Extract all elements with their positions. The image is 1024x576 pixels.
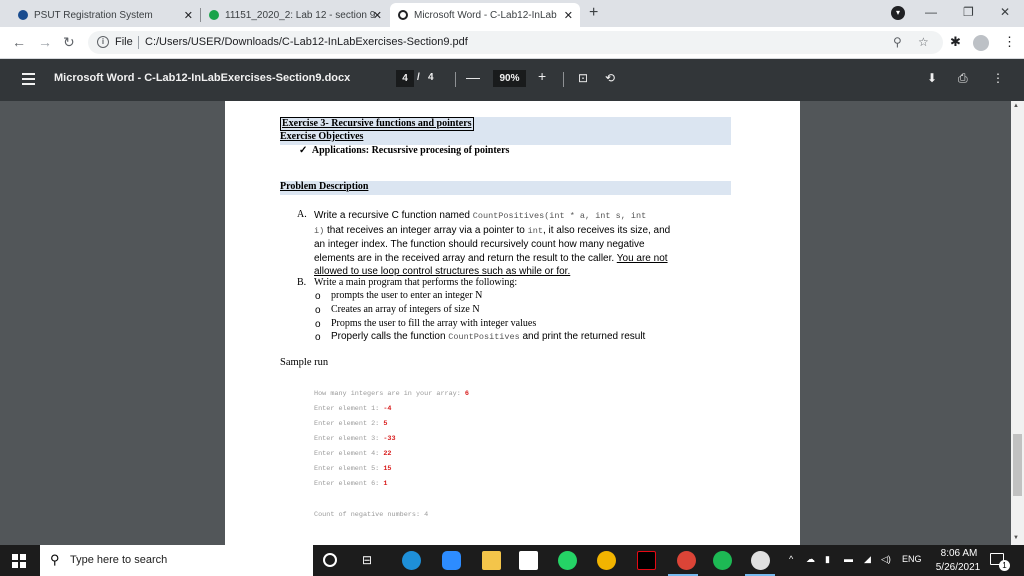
new-tab-button[interactable]: +: [589, 4, 599, 21]
fit-to-page-icon[interactable]: ⊡: [578, 71, 589, 85]
console-value: 1: [383, 480, 388, 488]
search-icon: ⚲: [50, 552, 60, 567]
console-value: 15: [383, 465, 392, 473]
item-b-text: Write a main program that performs the following:: [314, 277, 518, 288]
list-item: Propms the user to fill the array with integer values: [331, 318, 537, 329]
list-item: Creates an array of integers of size N: [331, 304, 480, 315]
tab-label: 11151_2020_2: Lab 12 - section 9: [225, 9, 376, 21]
list-item-text: and print the returned result: [519, 331, 646, 342]
toolbar-divider: [563, 72, 564, 87]
clock-time[interactable]: 8:06 AM: [940, 548, 978, 559]
item-a-text: Write a recursive C function named: [314, 210, 473, 221]
console-line: [314, 390, 469, 398]
console-line: [314, 435, 396, 443]
chrome-profile-icon[interactable]: [677, 551, 696, 570]
close-window-button[interactable]: ✕: [1000, 5, 1011, 19]
item-a-label: A.: [297, 209, 307, 220]
download-icon[interactable]: ⬇: [927, 71, 938, 85]
windows-start-icon[interactable]: [12, 554, 26, 568]
reload-icon[interactable]: ↻: [63, 34, 75, 50]
battery-icon[interactable]: ▬: [844, 554, 853, 564]
item-a-text: elements are in the received array and return the result to the caller.: [314, 252, 617, 264]
store-icon[interactable]: [519, 551, 538, 570]
console-value: 6: [464, 390, 470, 398]
sample-run-label: Sample run: [280, 357, 329, 368]
exercise-title: Exercise 3- Recursive functions and pointers: [282, 118, 472, 129]
console-line: [314, 405, 392, 413]
page-number-input[interactable]: 4: [396, 70, 414, 87]
item-a-text: that receives an integer array via a pointer to: [324, 224, 528, 236]
page-total: 4: [428, 72, 434, 83]
address-bar[interactable]: [88, 31, 943, 54]
url-text[interactable]: C:/Users/USER/Downloads/C-Lab12-InLabExercises-Section9.pdf: [145, 36, 468, 48]
zoom-out-button[interactable]: —: [466, 69, 480, 85]
close-icon[interactable]: ✕: [183, 10, 193, 22]
console-prompt: Enter element 3:: [314, 435, 384, 443]
console-prompt: How many integers are in your array:: [314, 390, 465, 398]
console-prompt: Enter element 4:: [314, 450, 384, 458]
zoom-lens-icon[interactable]: ⚲: [893, 35, 902, 49]
console-prompt: Enter element 1:: [314, 405, 384, 413]
windows-taskbar: [0, 545, 1024, 576]
extensions-puzzle-icon[interactable]: ✱: [950, 34, 961, 49]
taskbar-search-box[interactable]: [40, 545, 313, 576]
console-value: -4: [383, 405, 392, 413]
bullet-icon: o: [315, 305, 321, 316]
document-title: Microsoft Word - C-Lab12-InLabExercises-Section9.docx: [54, 72, 351, 84]
globe-icon: [398, 10, 408, 20]
back-arrow-icon[interactable]: ←: [12, 34, 26, 50]
restriction-text: allowed to use loop control structures such as while or for.: [314, 266, 571, 278]
chrome-active-icon[interactable]: [751, 551, 770, 570]
tab-label: Microsoft Word - C-Lab12-InLab: [414, 9, 557, 21]
address-separator: [138, 36, 139, 49]
print-icon[interactable]: ⎙: [958, 71, 968, 85]
tray-chevron-icon[interactable]: ^: [789, 554, 794, 564]
chrome-icon[interactable]: [597, 551, 616, 570]
console-value: -33: [383, 435, 396, 443]
problem-heading: Problem Description: [280, 181, 369, 192]
close-icon[interactable]: ✕: [563, 10, 573, 22]
pdf-viewer[interactable]: [0, 101, 1024, 545]
item-b-label: B.: [297, 277, 307, 288]
item-a-paragraph: [314, 209, 734, 279]
info-icon[interactable]: i: [97, 36, 109, 48]
search-placeholder: Type here to search: [70, 554, 168, 566]
toolbar-divider: [455, 72, 456, 87]
function-signature-code: i): [314, 225, 325, 236]
console-value: 5: [383, 420, 388, 428]
zoom-level-input[interactable]: 90%: [493, 70, 526, 87]
bullet-icon: o: [315, 319, 321, 330]
task-view-icon[interactable]: ⊟: [362, 553, 373, 567]
spotify-icon[interactable]: [713, 551, 732, 570]
tab-microsoft-word-pdf[interactable]: [390, 3, 580, 27]
console-line: [314, 480, 387, 488]
console-prompt: Enter element 5:: [314, 465, 384, 473]
scheme-label: File: [115, 36, 133, 48]
scroll-down-arrow-icon[interactable]: ▼: [1013, 535, 1019, 541]
scroll-up-arrow-icon[interactable]: ▲: [1013, 103, 1019, 109]
tab-psut-registration[interactable]: [10, 3, 200, 27]
restriction-text: You are not: [616, 252, 668, 264]
console-prompt: Enter element 2:: [314, 420, 384, 428]
tab-strip: [0, 0, 1024, 27]
objective-item: [299, 145, 509, 157]
tab-lab12-section9[interactable]: [201, 3, 389, 27]
wifi-icon[interactable]: ◢: [864, 554, 871, 564]
onedrive-icon[interactable]: ☁: [806, 554, 815, 564]
console-line: [314, 420, 387, 428]
console-line: [314, 465, 392, 473]
netflix-icon[interactable]: [637, 551, 656, 570]
minimize-button[interactable]: —: [925, 5, 937, 19]
avatar[interactable]: [973, 35, 989, 51]
function-name-code: CountPositives: [448, 332, 520, 342]
edge-icon[interactable]: [402, 551, 421, 570]
close-icon[interactable]: ✕: [372, 10, 382, 22]
list-item-text: Properly calls the function: [331, 331, 449, 342]
scrollbar-thumb[interactable]: [1013, 434, 1022, 496]
pdf-page: [225, 101, 800, 545]
menu-hamburger-icon[interactable]: [22, 73, 35, 85]
forward-arrow-icon[interactable]: →: [38, 34, 52, 50]
objective-text: Applications: Recusrsive procesing of pointers: [311, 145, 510, 156]
list-item: prompts the user to enter an integer N: [331, 290, 483, 301]
moodle-favicon-icon: [209, 10, 219, 20]
console-value: 22: [383, 450, 392, 458]
console-count-line: Count of negative numbers: 4: [314, 511, 429, 519]
bookmark-star-icon[interactable]: ☆: [918, 35, 929, 49]
psut-favicon-icon: [18, 10, 28, 20]
file-explorer-icon[interactable]: [482, 551, 501, 570]
whatsapp-icon[interactable]: [558, 551, 577, 570]
console-line: [314, 450, 392, 458]
item-a-text: , it also receives its size, and: [542, 224, 671, 236]
more-options-icon[interactable]: ⋮: [992, 71, 1004, 85]
console-prompt: Enter element 6:: [314, 480, 384, 488]
bullet-icon: o: [315, 332, 321, 343]
zoom-in-button[interactable]: +: [538, 68, 547, 84]
zoom-app-icon[interactable]: [442, 551, 461, 570]
type-code: int: [527, 225, 543, 236]
clock-date[interactable]: 5/26/2021: [935, 562, 981, 573]
item-a-text: an integer index. The function should recursively count how many negative: [314, 239, 645, 251]
volume-icon[interactable]: ◁): [881, 554, 891, 564]
restore-button[interactable]: ❐: [963, 5, 974, 19]
page-separator: /: [417, 72, 420, 83]
usb-icon[interactable]: ▮: [825, 554, 830, 564]
pdf-toolbar: [0, 59, 1024, 101]
notification-badge: 1: [999, 560, 1010, 571]
list-item: [331, 331, 645, 342]
language-indicator[interactable]: ENG: [902, 554, 922, 564]
more-menu-icon[interactable]: ⋮: [1003, 34, 1016, 49]
tab-label: PSUT Registration System: [34, 9, 153, 21]
profile-menu-icon[interactable]: ▾: [891, 6, 905, 20]
bullet-icon: o: [315, 291, 321, 302]
browser-toolbar: [0, 27, 1024, 59]
cortana-icon[interactable]: [323, 553, 337, 567]
rotate-icon[interactable]: ⟲: [605, 71, 616, 85]
function-signature-code: CountPositives(int * a, int s, int: [472, 211, 647, 221]
objectives-heading: Exercise Objectives: [280, 131, 364, 142]
check-icon: ✓: [299, 145, 308, 156]
